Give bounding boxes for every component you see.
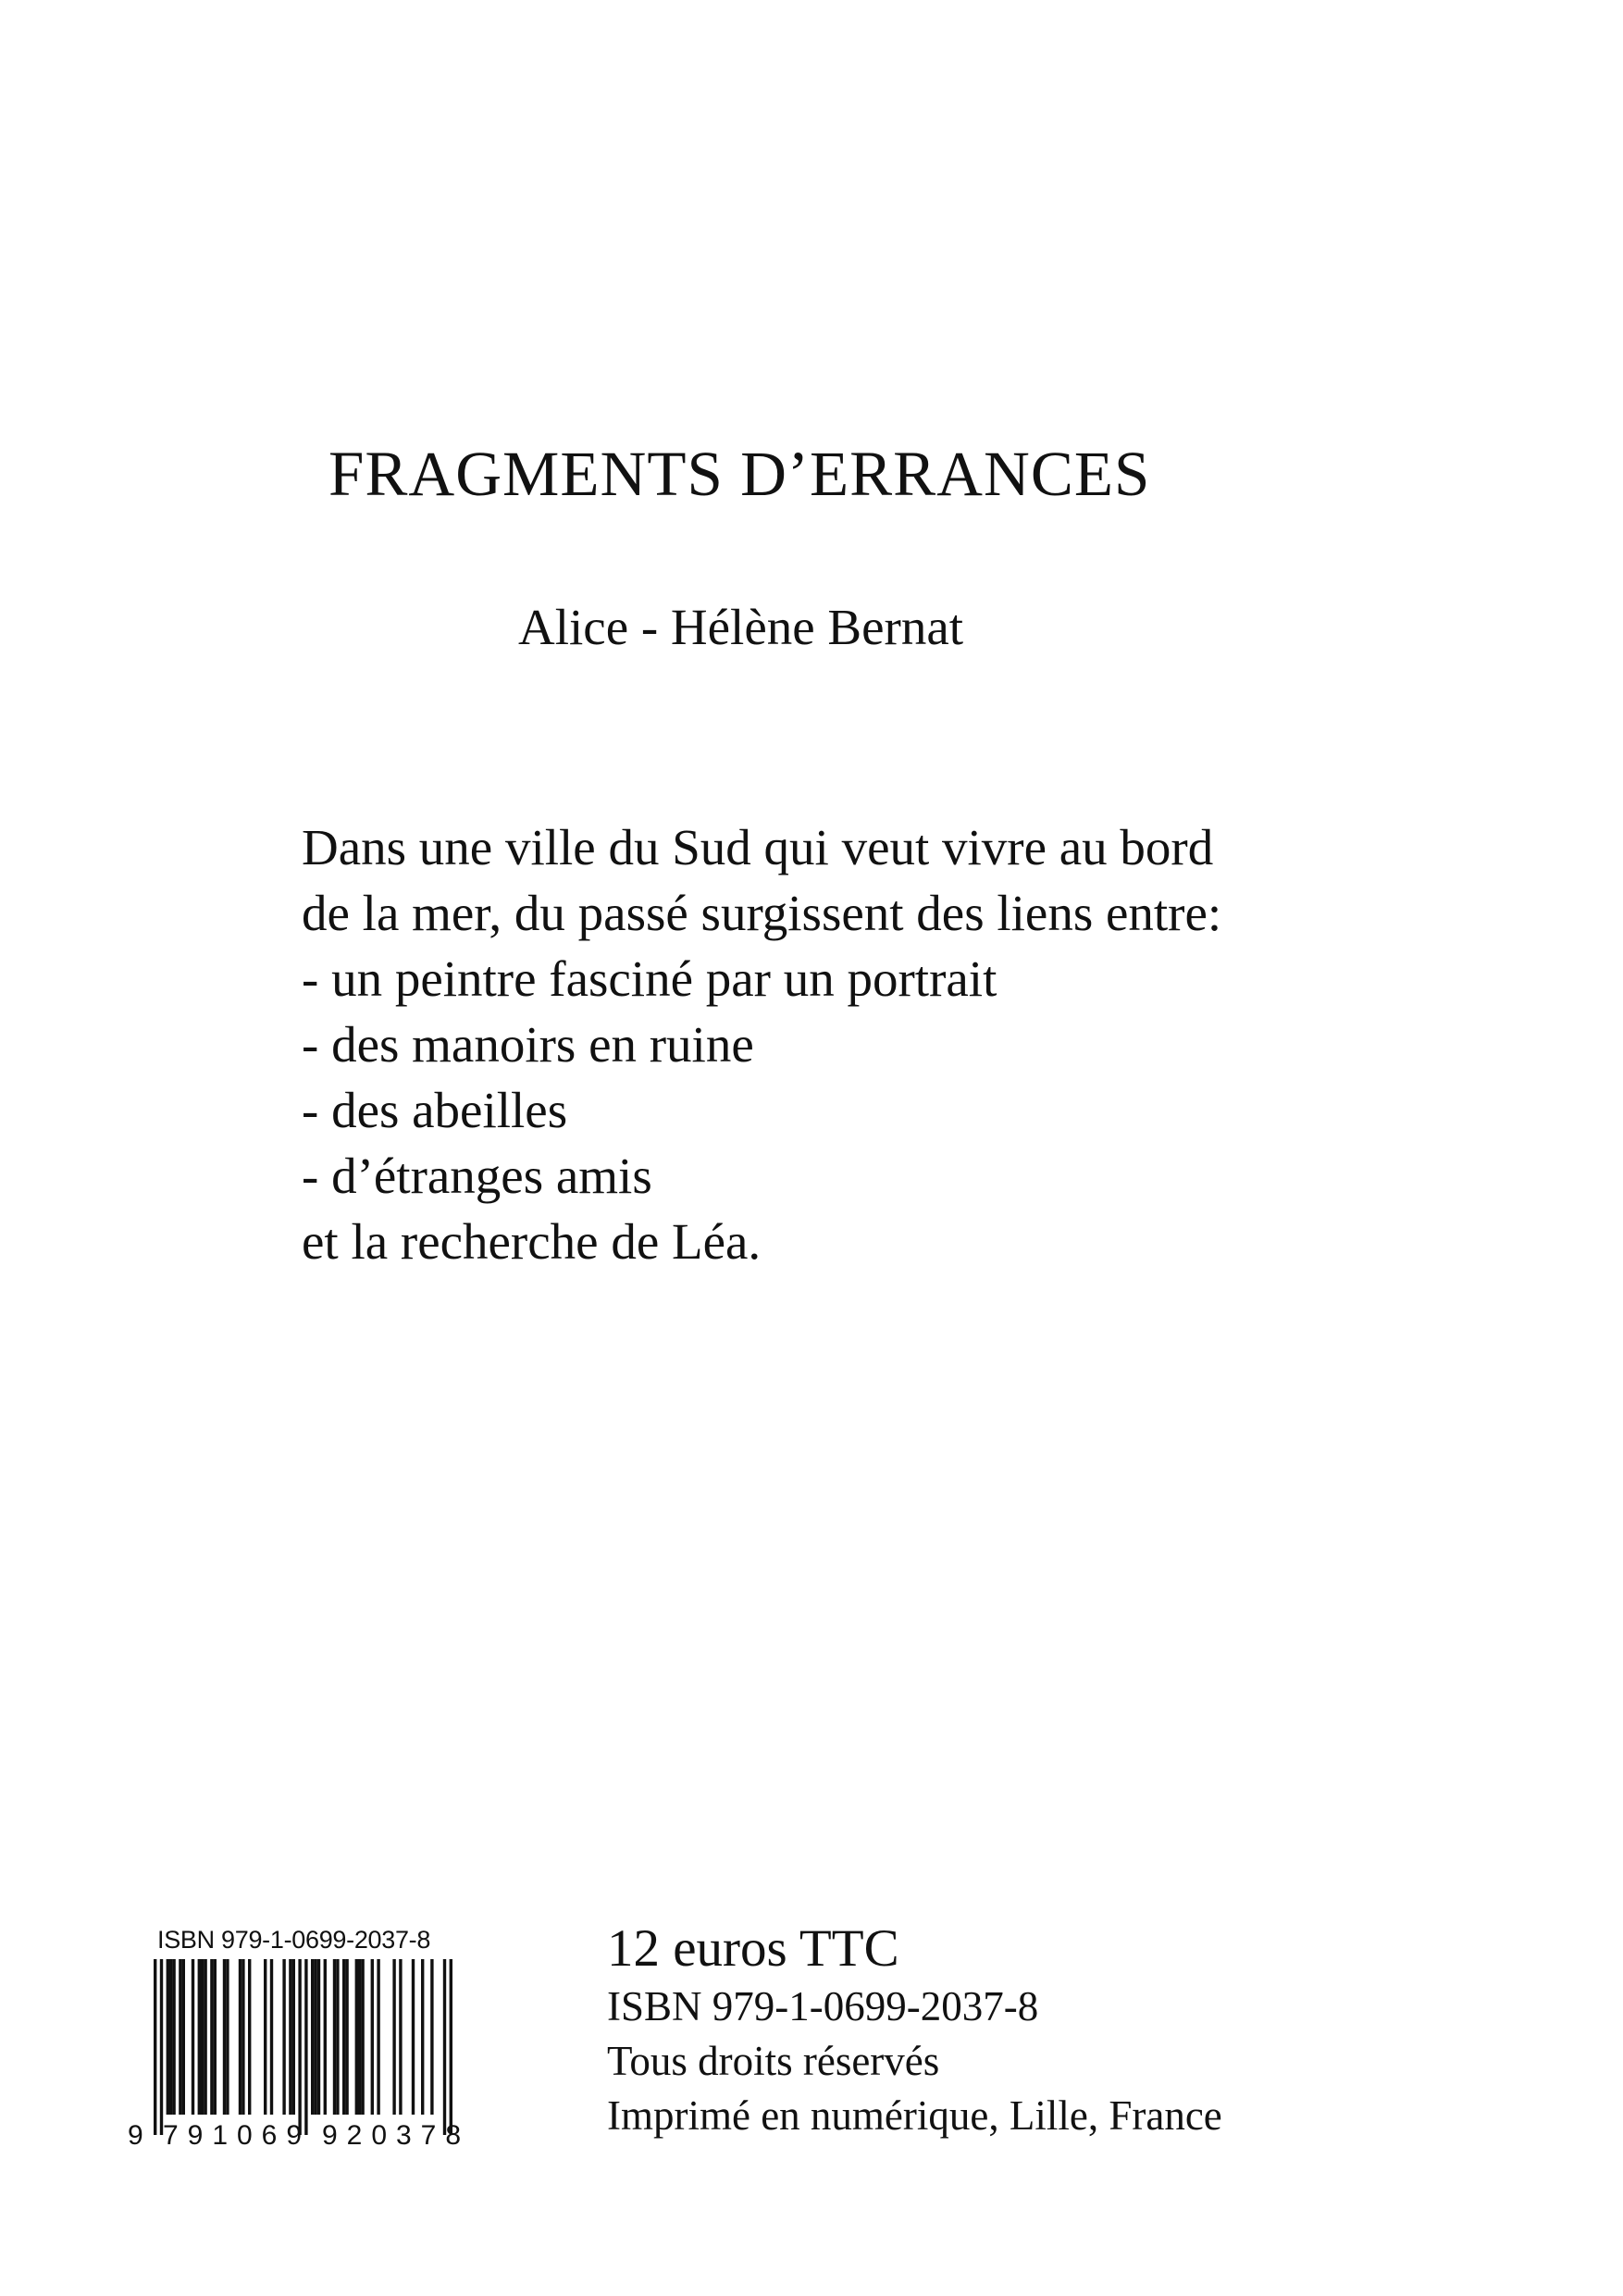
barcode-bar [355,1959,358,2115]
blurb-line: de la mer, du passé surgissent des liens entre: [302,885,1222,941]
barcode-bar [443,1959,446,2135]
barcode-bar [239,1959,242,2115]
barcode-bar [317,1959,320,2115]
barcode-digits-first: 9 [128,2120,143,2150]
barcode-bar [450,1959,452,2135]
barcode-bar [289,1959,291,2115]
barcode-bar [298,1959,301,2135]
barcode-bar [358,1959,361,2115]
barcode-bar [392,1959,395,2115]
barcode-icon [120,1959,509,2150]
barcode-bar [182,1959,185,2115]
barcode-bar [292,1959,295,2115]
blurb-line: - d’étranges amis [302,1148,652,1204]
barcode-block [120,1928,509,2150]
barcode-bar [226,1959,229,2115]
book-title: FRAGMENTS D’ERRANCES [328,439,1151,509]
blurb-line: - des manoirs en ruine [302,1016,754,1073]
price: 12 euros TTC [607,1919,899,1978]
barcode-bar [282,1959,285,2115]
blurb [302,814,1221,1274]
rights-text: Tous droits réservés [607,2038,940,2084]
barcode-bar [421,1959,424,2115]
barcode-bar [204,1959,206,2115]
barcode-bar [179,1959,181,2115]
barcode-bar [248,1959,251,2115]
barcode-isbn-label: ISBN 979-1-0699-2037-8 [157,1926,431,1954]
barcode-bar [314,1959,316,2115]
barcode-bar [270,1959,273,2115]
barcode-bar [242,1959,244,2115]
barcode-bar [311,1959,314,2115]
barcode-bar [154,1959,156,2135]
barcode-bar [214,1959,217,2115]
barcode-bar [371,1959,374,2115]
blurb-line: - un peintre fasciné par un portrait [302,950,997,1007]
barcode-bar [223,1959,226,2115]
barcode-bar [430,1959,433,2115]
barcode-bar [342,1959,345,2115]
barcode-bar [333,1959,336,2115]
publication-info [607,1918,1222,2143]
barcode-bar [198,1959,201,2115]
barcode-bar [192,1959,194,2115]
barcode-bar [412,1959,415,2115]
printed-text: Imprimé en numérique, Lille, France [607,2092,1222,2139]
blurb-line: - des abeilles [302,1082,568,1138]
barcode-bar [304,1959,307,2135]
barcode-bar [172,1959,175,2115]
barcode-bar [377,1959,379,2115]
book-author: Alice - Hélène Bernat [518,599,964,655]
barcode-digits-right: 920378 [322,2120,461,2150]
blurb-line: et la recherche de Léa. [302,1213,762,1270]
barcode-bar [210,1959,213,2115]
barcode-digits-left: 791069 [163,2120,302,2150]
blurb-line: Dans une ville du Sud qui veut vivre au bord [302,819,1214,875]
barcode-bar [399,1959,402,2115]
barcode-bar [361,1959,364,2115]
barcode-bar [201,1959,204,2115]
barcode-bar [167,1959,169,2115]
barcode-bar [169,1959,172,2115]
barcode-bar [324,1959,327,2115]
barcode-bar [336,1959,339,2115]
isbn-text: ISBN 979-1-0699-2037-8 [607,1983,1039,2029]
barcode-bar [264,1959,266,2115]
barcode-bar [345,1959,348,2115]
barcode-bar [160,1959,163,2135]
